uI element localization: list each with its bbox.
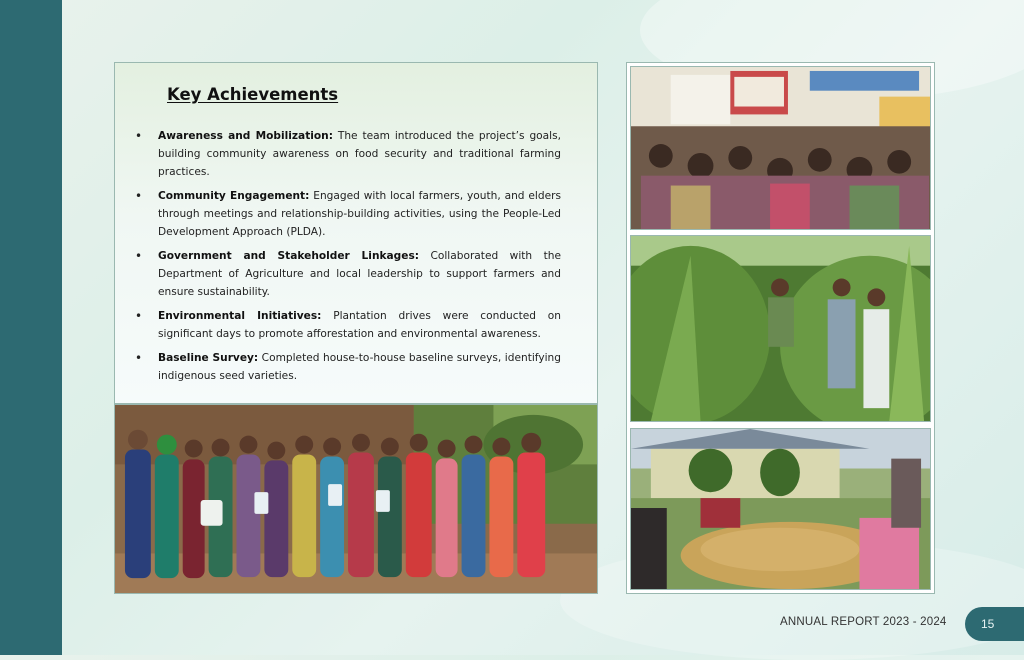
bullet-icon: • bbox=[135, 351, 143, 365]
achievements-list bbox=[131, 127, 561, 391]
bullet-icon: • bbox=[135, 309, 143, 323]
group-photo-women-farmers bbox=[114, 404, 598, 594]
seed-drying-photo bbox=[630, 428, 931, 590]
report-title: ANNUAL REPORT 2023 - 2024 bbox=[780, 616, 947, 628]
bullet-text: The team introduced the project’s goals, building community awareness on food security and traditional farming practices. bbox=[158, 130, 561, 178]
bullet-title: Baseline Survey: bbox=[158, 352, 259, 364]
page-number: 15 bbox=[965, 607, 1024, 641]
section-heading: Key Achievements bbox=[167, 85, 339, 104]
bullet-text: Completed house-to-house baseline surveys, identifying indigenous seed varieties. bbox=[158, 352, 561, 382]
bullet-text: Engaged with local farmers, youth, and elders through meetings and relationship-building activities, using the People-Led Development Approach (PLDA). bbox=[158, 190, 561, 238]
maize-field-photo bbox=[630, 235, 931, 422]
list-item bbox=[131, 187, 561, 241]
bullet-icon: • bbox=[135, 129, 143, 143]
bullet-title: Government and Stakeholder Linkages: bbox=[158, 250, 419, 262]
left-accent-bar bbox=[0, 0, 62, 655]
community-meeting-photo bbox=[630, 66, 931, 230]
list-item bbox=[131, 307, 561, 343]
list-item bbox=[131, 247, 561, 301]
list-item bbox=[131, 349, 561, 385]
bullet-text: Collaborated with the Department of Agriculture and local leadership to support farmers and ensure sustainability. bbox=[158, 250, 561, 298]
bullet-icon: • bbox=[135, 249, 143, 263]
bullet-title: Environmental Initiatives: bbox=[158, 310, 322, 322]
bullet-text: Plantation drives were conducted on significant days to promote afforestation and environmental awareness. bbox=[158, 310, 561, 340]
key-achievements-panel bbox=[114, 62, 598, 404]
list-item bbox=[131, 127, 561, 181]
bullet-title: Community Engagement: bbox=[158, 190, 310, 202]
bullet-icon: • bbox=[135, 189, 143, 203]
bullet-title: Awareness and Mobilization: bbox=[158, 130, 333, 142]
